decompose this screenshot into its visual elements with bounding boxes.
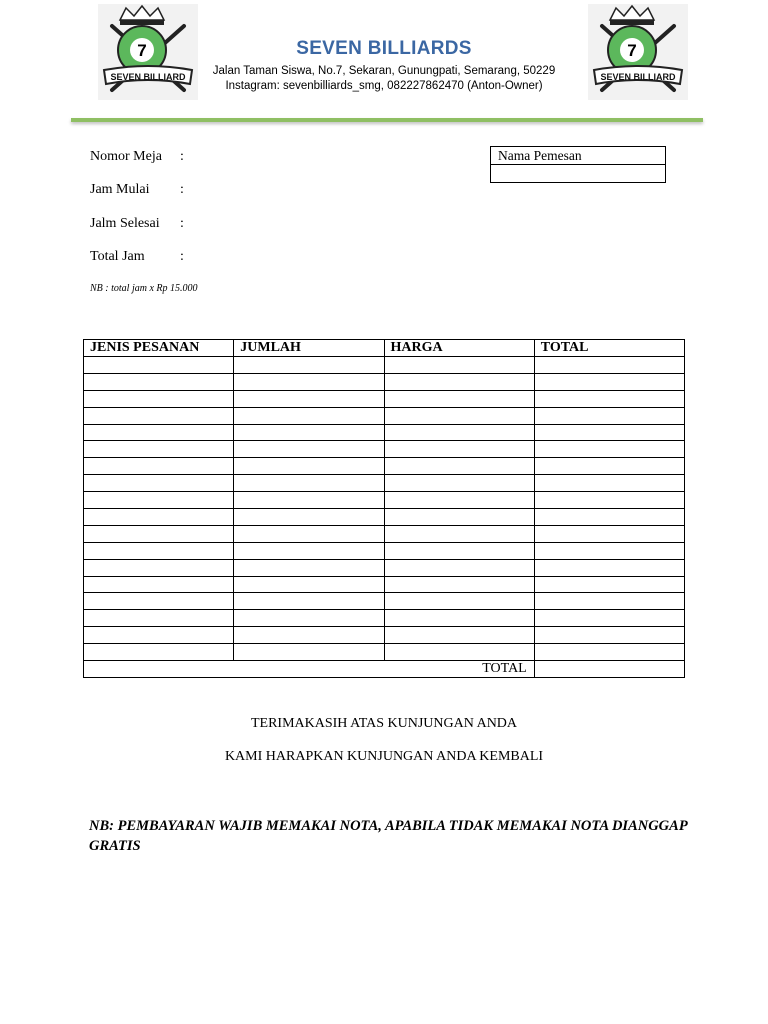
col-header-harga: HARGA — [384, 340, 534, 357]
table-cell — [234, 492, 384, 509]
table-cell — [84, 407, 234, 424]
table-row — [84, 610, 685, 627]
thanks-line-2: KAMI HARAPKAN KUNJUNGAN ANDA KEMBALI — [224, 749, 544, 764]
table-cell — [234, 627, 384, 644]
col-header-total: TOTAL — [534, 340, 684, 357]
field-jam-selesai — [90, 216, 184, 232]
name-box — [490, 146, 666, 183]
table-total-label: TOTAL — [84, 661, 535, 678]
col-header-jenis-pesanan: JENIS PESANAN — [84, 340, 234, 357]
table-cell — [384, 390, 534, 407]
table-row — [84, 593, 685, 610]
table-cell — [384, 593, 534, 610]
svg-text:SEVEN BILLIARD: SEVEN BILLIARD — [600, 72, 676, 82]
thanks-line-1: TERIMAKASIH ATAS KUNJUNGAN ANDA — [250, 716, 518, 731]
table-cell — [534, 509, 684, 526]
table-cell — [84, 458, 234, 475]
table-cell — [384, 357, 534, 374]
table-row — [84, 475, 685, 492]
field-label: Total Jam — [90, 249, 145, 264]
table-cell — [234, 390, 384, 407]
field-label: Nomor Meja — [90, 149, 162, 164]
field-colon: : — [180, 216, 184, 231]
field-colon: : — [180, 149, 184, 164]
table-row — [84, 627, 685, 644]
table-cell — [84, 525, 234, 542]
nb-rate-note: NB : total jam x Rp 15.000 — [90, 283, 198, 294]
table-cell — [84, 576, 234, 593]
table-cell — [384, 627, 534, 644]
table-row — [84, 576, 685, 593]
table-row — [84, 509, 685, 526]
table-cell — [84, 492, 234, 509]
field-jam-mulai — [90, 182, 184, 198]
field-colon: : — [180, 249, 184, 264]
table-cell — [384, 509, 534, 526]
table-cell — [534, 424, 684, 441]
shop-address: Jalan Taman Siswa, No.7, Sekaran, Gunungpati, Semarang, 50229 — [212, 65, 556, 77]
table-cell — [384, 644, 534, 661]
table-cell — [234, 576, 384, 593]
table-cell — [534, 559, 684, 576]
table-cell — [84, 357, 234, 374]
svg-text:SEVEN BILLIARD: SEVEN BILLIARD — [110, 72, 186, 82]
table-cell — [234, 441, 384, 458]
table-cell — [384, 475, 534, 492]
table-cell — [84, 559, 234, 576]
table-cell — [84, 441, 234, 458]
shop-instagram: Instagram: sevenbilliards_smg, 082227862470 (Anton-Owner) — [225, 80, 543, 92]
table-row — [84, 644, 685, 661]
table-cell — [84, 509, 234, 526]
table-cell — [384, 407, 534, 424]
table-cell — [534, 644, 684, 661]
table-cell — [234, 559, 384, 576]
table-cell — [84, 475, 234, 492]
table-cell — [534, 475, 684, 492]
table-row — [84, 492, 685, 509]
table-cell — [234, 644, 384, 661]
field-nomor-meja — [90, 149, 184, 165]
table-cell — [534, 441, 684, 458]
table-row — [84, 458, 685, 475]
col-header-jumlah: JUMLAH — [234, 340, 384, 357]
table-row — [84, 441, 685, 458]
table-cell — [384, 441, 534, 458]
table-cell — [384, 458, 534, 475]
table-cell — [534, 627, 684, 644]
table-cell — [84, 627, 234, 644]
table-cell — [234, 458, 384, 475]
table-cell — [234, 593, 384, 610]
table-cell — [534, 576, 684, 593]
table-cell — [84, 542, 234, 559]
table-cell — [384, 576, 534, 593]
table-row — [84, 542, 685, 559]
table-cell — [534, 357, 684, 374]
field-total-jam — [90, 249, 184, 265]
table-cell — [234, 407, 384, 424]
table-cell — [384, 559, 534, 576]
table-cell — [384, 424, 534, 441]
table-cell — [534, 492, 684, 509]
table-cell — [384, 610, 534, 627]
table-row — [84, 373, 685, 390]
svg-text:7: 7 — [137, 41, 147, 60]
table-cell — [384, 492, 534, 509]
table-cell — [84, 593, 234, 610]
table-cell — [84, 610, 234, 627]
table-cell — [384, 542, 534, 559]
table-header-row — [84, 340, 685, 357]
table-cell — [84, 424, 234, 441]
table-cell — [384, 525, 534, 542]
logo-right — [588, 4, 688, 100]
shop-name: SEVEN BILLIARDS — [296, 38, 472, 59]
table-cell — [534, 407, 684, 424]
table-row — [84, 407, 685, 424]
table-cell — [384, 373, 534, 390]
orders-table — [83, 339, 685, 678]
field-colon: : — [180, 182, 184, 197]
table-row — [84, 357, 685, 374]
table-cell — [534, 593, 684, 610]
table-cell — [234, 373, 384, 390]
table-cell — [234, 509, 384, 526]
table-cell — [534, 373, 684, 390]
table-cell — [234, 610, 384, 627]
table-cell — [234, 424, 384, 441]
table-cell — [534, 542, 684, 559]
nb-payment-note: NB: PEMBAYARAN WAJIB MEMAKAI NOTA, APABILA TIDAK MEMAKAI NOTA DIANGGAP GRATIS — [89, 818, 688, 854]
table-cell — [234, 542, 384, 559]
table-cell — [534, 610, 684, 627]
name-box-label: Nama Pemesan — [491, 147, 665, 165]
table-cell — [84, 390, 234, 407]
table-cell — [534, 458, 684, 475]
logo-left — [98, 4, 198, 100]
table-cell — [234, 357, 384, 374]
table-row — [84, 525, 685, 542]
table-cell — [84, 373, 234, 390]
table-cell — [234, 525, 384, 542]
table-row — [84, 424, 685, 441]
table-row — [84, 390, 685, 407]
table-cell — [534, 525, 684, 542]
table-row — [84, 559, 685, 576]
header-divider — [71, 118, 703, 122]
field-label: Jalm Selesai — [90, 216, 160, 231]
table-total-value — [534, 661, 684, 678]
table-cell — [234, 475, 384, 492]
table-cell — [534, 390, 684, 407]
table-total-row — [84, 661, 685, 678]
field-label: Jam Mulai — [90, 182, 150, 197]
svg-text:7: 7 — [627, 41, 637, 60]
table-cell — [84, 644, 234, 661]
